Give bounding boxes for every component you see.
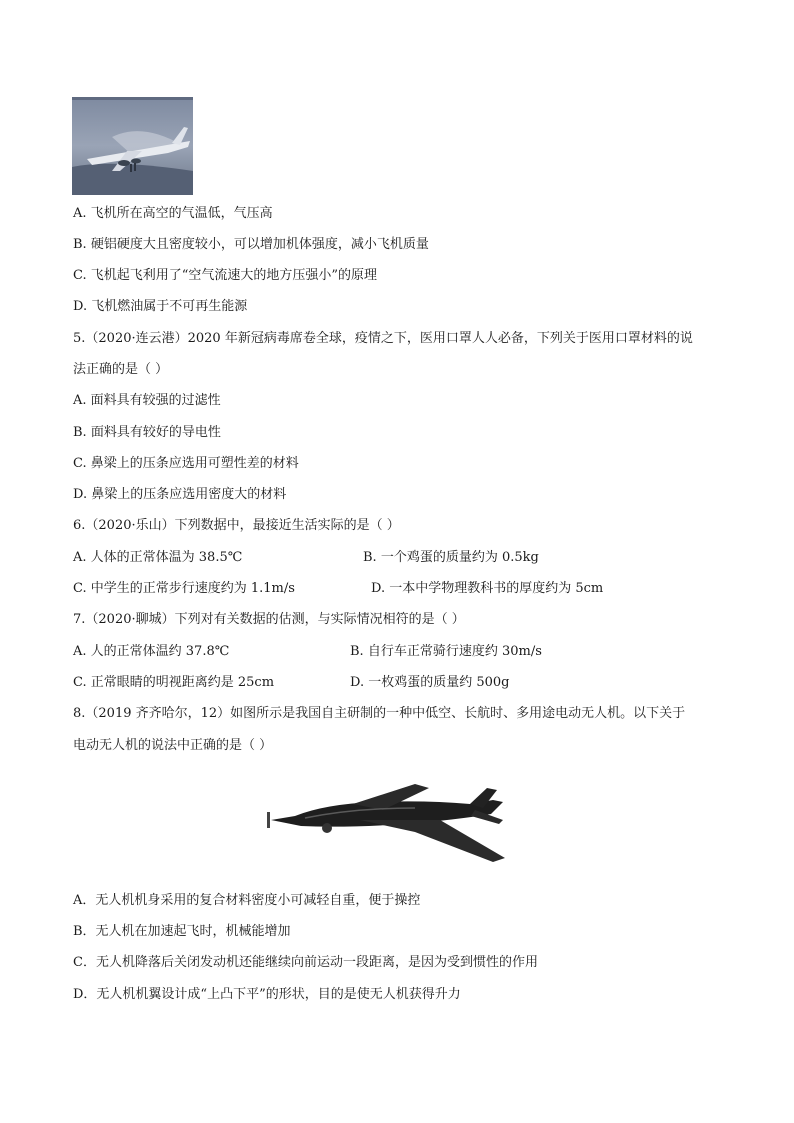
q6-option-d: D. 一本中学物理教科书的厚度约为 5cm: [371, 581, 604, 596]
q5-stem-line2: 法正确的是（ ）: [73, 362, 169, 377]
q8-option-b: B．无人机在加速起飞时，机械能增加: [73, 924, 291, 939]
airplane-photo: [72, 97, 193, 195]
q8-option-a: A．无人机机身采用的复合材料密度小可减轻自重，便于操控: [73, 893, 421, 908]
q4-option-b: B. 硬铝硬度大且密度较小，可以增加机体强度，减小飞机质量: [73, 237, 429, 252]
q5-option-b: B. 面料具有较好的导电性: [73, 425, 221, 440]
q8-stem-line2: 电动无人机的说法中正确的是（ ）: [73, 738, 273, 753]
q6-option-a: A. 人体的正常体温为 38.5℃: [73, 550, 243, 565]
drone-illustration: [265, 780, 515, 868]
q4-option-c: C. 飞机起飞利用了“空气流速大的地方压强小”的原理: [73, 268, 378, 283]
q4-option-a: A. 飞机所在高空的气温低，气压高: [73, 206, 273, 221]
q5-option-d: D. 鼻梁上的压条应选用密度大的材料: [73, 487, 287, 502]
q8-option-d: D．无人机机翼设计成“上凸下平”的形状，目的是使无人机获得升力: [73, 987, 461, 1002]
q8-option-c: C．无人机降落后关闭发动机还能继续向前运动一段距离，是因为受到惯性的作用: [73, 955, 538, 970]
q8-stem-line1: 8.（2019 齐齐哈尔，12）如图所示是我国自主研制的一种中低空、长航时、多用途电动无人机。以下关于: [73, 706, 686, 721]
q5-option-a: A. 面料具有较强的过滤性: [73, 393, 221, 408]
q5-option-c: C. 鼻梁上的压条应选用可塑性差的材料: [73, 456, 299, 471]
q5-stem-line1: 5.（2020·连云港）2020 年新冠病毒席卷全球，疫情之下，医用口罩人人必备，下列关于医用口罩材料的说: [73, 331, 693, 346]
q6-stem: 6.（2020·乐山）下列数据中，最接近生活实际的是（ ）: [73, 518, 400, 533]
q7-option-b: B. 自行车正常骑行速度约 30m/s: [350, 644, 542, 659]
q7-option-c: C. 正常眼睛的明视距离约是 25cm: [73, 675, 275, 690]
q7-option-a: A. 人的正常体温约 37.8℃: [73, 644, 230, 659]
q7-stem: 7.（2020·聊城）下列对有关数据的估测，与实际情况相符的是（ ）: [73, 612, 465, 627]
q4-option-d: D. 飞机燃油属于不可再生能源: [73, 299, 248, 314]
q7-option-d: D. 一枚鸡蛋的质量约 500g: [350, 675, 510, 690]
q6-option-b: B. 一个鸡蛋的质量约为 0.5kg: [363, 550, 539, 565]
q6-option-c: C. 中学生的正常步行速度约为 1.1m/s: [73, 581, 295, 596]
